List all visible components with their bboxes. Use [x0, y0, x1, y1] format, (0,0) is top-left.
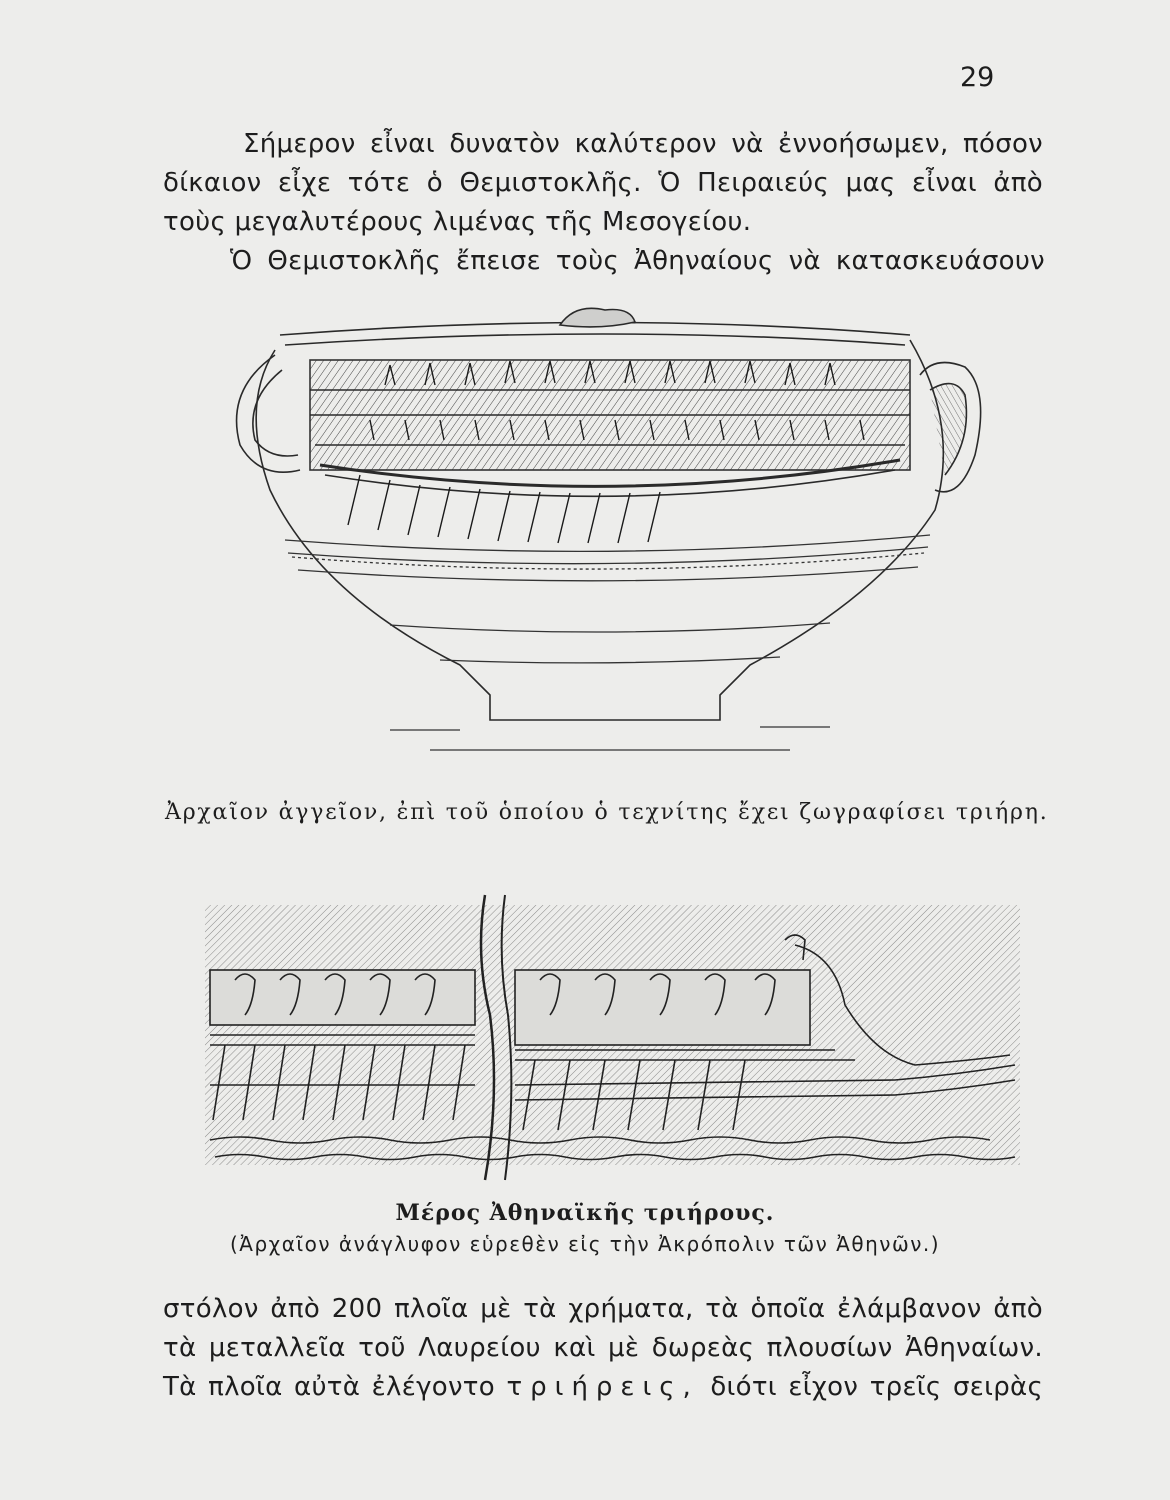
- text-line: δίκαιον εἶχε τότε ὁ Θεμιστοκλῆς. Ὁ Πειραιεύς μας εἶναι ἀπὸ: [163, 168, 1043, 198]
- vase-caption: Ἀρχαῖον ἀγγεῖον, ἐπὶ τοῦ ὁποίου ὁ τεχνίτης ἔχει ζωγραφίσει τριήρη.: [165, 800, 1049, 825]
- paragraph-fleet: [163, 1290, 1043, 1407]
- relief-caption-title: Μέρος Ἀθηναϊκῆς τριήρους.: [395, 1200, 775, 1226]
- text-line: στόλον ἀπὸ 200 πλοῖα μὲ τὰ χρήματα, τὰ ὁποῖα ἐλάμβανον ἀπὸ: [163, 1294, 1043, 1324]
- relief-caption-subtitle: (Ἀρχαῖον ἀνάγλυφον εὑρεθὲν εἰς τὴν Ἀκρόπολιν τῶν Ἀθηνῶν.): [229, 1232, 941, 1256]
- trireme-relief-illustration: [195, 885, 1030, 1185]
- page-number: 29: [960, 62, 995, 93]
- paragraph-intro: [163, 125, 1043, 242]
- text-line: [163, 1368, 1043, 1407]
- text-line: Ὁ Θεμιστοκλῆς ἔπεισε τοὺς Ἀθηναίους νὰ κατασκευάσουν: [230, 246, 1045, 276]
- emphasized-word: τριήρεις,: [506, 1372, 699, 1402]
- text-line: Σήμερον εἶναι δυνατὸν καλύτερον νὰ ἐννοήσωμεν, πόσον: [243, 129, 1043, 159]
- paragraph-themistocles: [230, 242, 1045, 281]
- text-line: τοὺς μεγαλυτέρους λιμένας τῆς Μεσογείου.: [163, 207, 752, 237]
- text-line: τὰ μεταλλεῖα τοῦ Λαυρείου καὶ μὲ δωρεὰς πλουσίων Ἀθηναίων.: [163, 1333, 1043, 1363]
- text-segment: Τὰ πλοῖα αὐτὰ ἐλέγοντο: [163, 1372, 495, 1402]
- vase-illustration: [230, 295, 990, 785]
- text-segment: διότι εἶχον τρεῖς σειρὰς: [710, 1372, 1043, 1402]
